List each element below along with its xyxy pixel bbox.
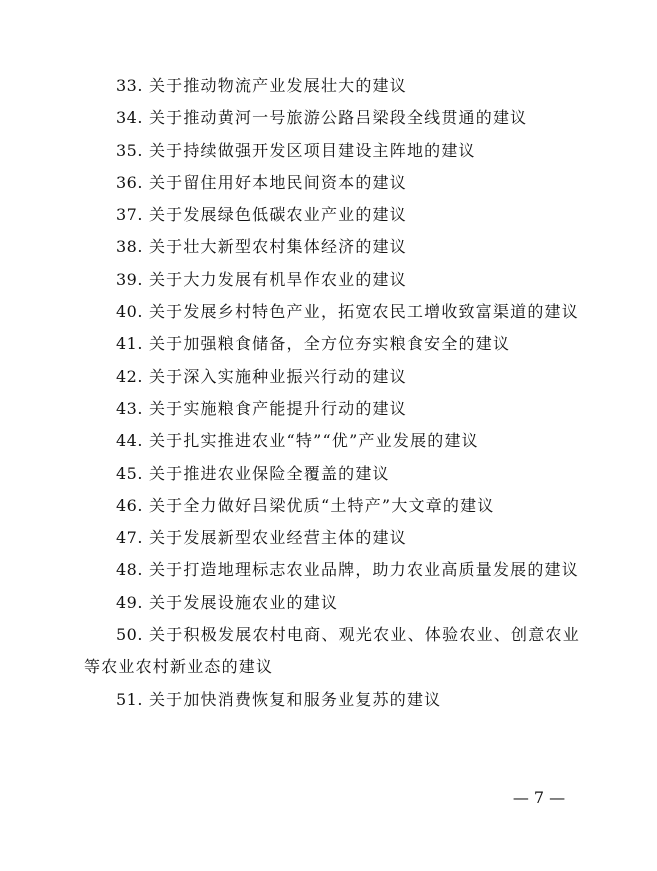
item-number: 51. <box>116 689 143 709</box>
list-item <box>84 296 580 328</box>
item-text: 关于推动黄河一号旅游公路吕梁段全线贯通的建议 <box>148 108 528 128</box>
item-text: 关于扎实推进农业“特”“优”产业发展的建议 <box>148 431 479 451</box>
list-item <box>84 554 580 586</box>
item-number: 34. <box>116 108 143 128</box>
proposal-list <box>84 70 580 716</box>
list-item <box>84 135 580 167</box>
item-number: 33. <box>116 76 143 95</box>
item-number: 35. <box>116 140 143 160</box>
item-text: 关于积极发展农村电商、观光农业、体验农业、创意农业等农业农村新业态的建议 <box>84 625 580 677</box>
item-number: 41. <box>116 334 143 354</box>
list-item <box>84 425 580 457</box>
list-item <box>84 587 580 619</box>
item-number: 36. <box>116 172 143 192</box>
list-item <box>84 684 580 716</box>
list-item <box>84 393 580 425</box>
item-number: 46. <box>116 495 143 515</box>
list-item <box>84 102 580 134</box>
item-number: 40. <box>116 302 143 322</box>
list-item <box>84 199 580 231</box>
item-number: 45. <box>116 463 143 483</box>
item-text: 关于壮大新型农村集体经济的建议 <box>148 237 407 257</box>
list-item <box>84 167 580 199</box>
page-number: — 7 — <box>512 788 566 807</box>
item-number: 42. <box>116 366 143 386</box>
item-text: 关于打造地理标志农业品牌，助力农业高质量发展的建议 <box>148 560 579 580</box>
item-text: 关于深入实施种业振兴行动的建议 <box>148 366 407 386</box>
item-number: 50. <box>116 625 143 645</box>
item-number: 39. <box>116 269 143 289</box>
item-text: 关于发展新型农业经营主体的建议 <box>148 528 407 548</box>
item-text: 关于持续做强开发区项目建设主阵地的建议 <box>148 140 476 160</box>
item-text: 关于推动物流产业发展壮大的建议 <box>148 76 407 95</box>
item-text: 关于实施粮食产能提升行动的建议 <box>148 398 407 418</box>
item-number: 43. <box>116 398 143 418</box>
item-number: 37. <box>116 205 143 225</box>
list-item <box>84 328 580 360</box>
item-number: 44. <box>116 431 143 451</box>
list-item <box>84 361 580 393</box>
item-number: 48. <box>116 560 143 580</box>
item-text: 关于加快消费恢复和服务业复苏的建议 <box>148 689 442 709</box>
list-item <box>84 490 580 522</box>
list-item <box>84 458 580 490</box>
item-number: 49. <box>116 592 143 612</box>
list-item <box>84 70 580 102</box>
item-text: 关于加强粮食储备，全方位夯实粮食安全的建议 <box>148 334 511 354</box>
list-item <box>84 231 580 263</box>
item-number: 38. <box>116 237 143 257</box>
item-text: 关于发展设施农业的建议 <box>148 592 339 612</box>
item-text: 关于推进农业保险全覆盖的建议 <box>148 463 390 483</box>
list-item <box>84 264 580 296</box>
item-number: 47. <box>116 528 143 548</box>
item-text: 关于留住用好本地民间资本的建议 <box>148 172 407 192</box>
item-text: 关于大力发展有机旱作农业的建议 <box>148 269 407 289</box>
list-item <box>84 522 580 554</box>
item-text: 关于发展绿色低碳农业产业的建议 <box>148 205 407 225</box>
item-text: 关于全力做好吕梁优质“土特产”大文章的建议 <box>148 495 495 515</box>
list-item <box>84 619 580 684</box>
item-text: 关于发展乡村特色产业，拓宽农民工增收致富渠道的建议 <box>148 302 579 322</box>
